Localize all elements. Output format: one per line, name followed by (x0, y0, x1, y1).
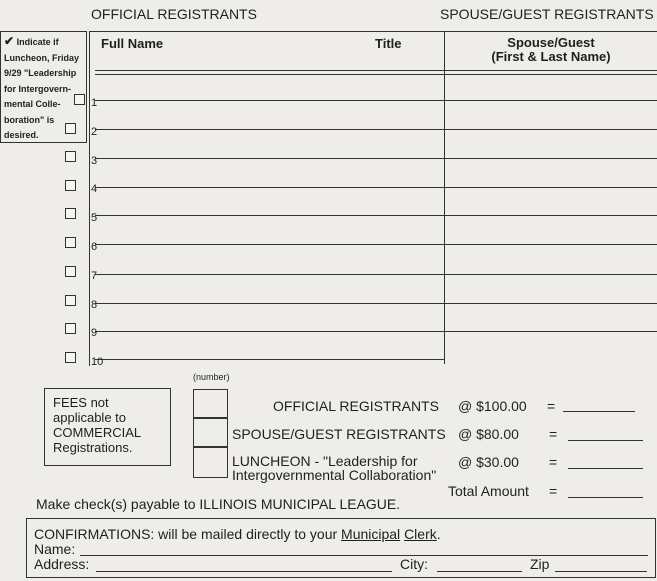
number-label: (number) (193, 372, 230, 382)
name-field[interactable] (80, 555, 648, 556)
row-line (95, 274, 657, 275)
spouse-fee-price: @ $80.00 (458, 426, 519, 442)
city-field[interactable] (437, 571, 522, 572)
confirmations-period: . (436, 526, 441, 542)
note-line: for Intergovern- (4, 83, 72, 94)
row-number: 7 (91, 270, 98, 282)
note-line: Indicate if (16, 37, 59, 47)
zip-field[interactable] (555, 571, 647, 572)
luncheon-checkbox-5[interactable] (65, 208, 76, 219)
column-spouse-guest (446, 36, 656, 64)
column-title: Title (375, 36, 402, 51)
row-line (95, 100, 657, 101)
official-equals: = (547, 398, 556, 414)
luncheon-checkbox-3[interactable] (65, 151, 76, 162)
row-number: 3 (91, 155, 98, 167)
row-number: 1 (91, 97, 98, 109)
total-amount-label: Total Amount (448, 483, 529, 499)
luncheon-checkbox-9[interactable] (65, 323, 76, 334)
municipal-word: Municipal (341, 526, 401, 542)
row-number: 10 (91, 356, 104, 368)
spouse-count-box[interactable] (193, 418, 228, 447)
registrants-table (89, 31, 657, 366)
column-spouse-line1: Spouse/Guest (507, 35, 595, 50)
fees-note-line: Registrations. (53, 440, 133, 455)
luncheon-checkbox-4[interactable] (65, 180, 76, 191)
note-line: 9/29 "Leadership (4, 68, 77, 78)
column-divider (444, 31, 445, 364)
luncheon-amount-blank[interactable] (568, 468, 643, 469)
luncheon-equals: = (549, 454, 558, 470)
row-number: 4 (91, 183, 98, 195)
luncheon-fee-label (232, 454, 436, 482)
luncheon-label-line2: Intergovernmental Collaboration" (232, 467, 437, 483)
luncheon-count-box[interactable] (193, 447, 228, 478)
note-line: boration" is (4, 114, 55, 125)
row-line (95, 129, 657, 130)
fees-not-applicable-note (44, 388, 171, 466)
name-label: Name: (34, 541, 76, 557)
spouse-fee-label: SPOUSE/GUEST REGISTRANTS (232, 426, 446, 442)
row-line (95, 215, 657, 216)
luncheon-label-line1: LUNCHEON - "Leadership for (232, 453, 418, 469)
note-line: desired. (4, 130, 39, 140)
luncheon-checkbox-8[interactable] (65, 295, 76, 306)
row-line (95, 359, 444, 360)
note-line: Luncheon, Friday (4, 52, 80, 63)
official-registrants-header: OFFICIAL REGISTRANTS (91, 6, 257, 22)
fees-note-line: FEES not (53, 395, 109, 410)
row-number: 5 (91, 212, 98, 224)
luncheon-checkbox-2[interactable] (65, 123, 76, 134)
check-mark-icon: ✔ (4, 34, 15, 48)
confirmations-prefix: CONFIRMATIONS: will be mailed directly to your (34, 526, 342, 542)
column-full-name: Full Name (101, 36, 164, 51)
city-label: City: (400, 556, 428, 572)
spouse-equals: = (549, 426, 558, 442)
official-fee-label: OFFICIAL REGISTRANTS (273, 398, 439, 414)
luncheon-checkbox-10[interactable] (65, 352, 76, 363)
confirmations-text (34, 526, 441, 542)
luncheon-checkbox-6[interactable] (65, 237, 76, 248)
luncheon-fee-price: @ $30.00 (458, 454, 519, 470)
official-fee-price: @ $100.00 (458, 398, 527, 414)
official-amount-blank[interactable] (563, 411, 635, 412)
zip-label: Zip (530, 556, 550, 572)
row-line (95, 187, 657, 188)
fees-note-line: COMMERCIAL (53, 425, 142, 440)
row-number: 6 (91, 241, 98, 253)
row-number: 2 (91, 126, 98, 138)
total-equals: = (549, 483, 558, 499)
clerk-word: Clerk (404, 526, 437, 542)
total-amount-blank[interactable] (568, 497, 643, 498)
spouse-amount-blank[interactable] (568, 440, 643, 441)
row-line (95, 331, 657, 332)
column-spouse-line2: (First & Last Name) (491, 49, 611, 64)
official-count-box[interactable] (193, 389, 228, 418)
row-number: 9 (91, 327, 98, 339)
spouse-guest-registrants-header: SPOUSE/GUEST REGISTRANTS (440, 6, 654, 22)
payable-note: Make check(s) payable to ILLINOIS MUNICIPAL LEAGUE. (36, 496, 401, 512)
fees-note-line: applicable to (53, 410, 126, 425)
luncheon-checkbox-7[interactable] (65, 266, 76, 277)
address-label: Address: (34, 556, 90, 572)
luncheon-checkbox-1[interactable] (74, 94, 85, 105)
header-double-rule (95, 70, 657, 75)
address-field[interactable] (96, 571, 392, 572)
row-line (95, 158, 657, 159)
note-line: mental Colle- (4, 99, 61, 109)
row-line (95, 303, 657, 304)
row-number: 8 (91, 299, 98, 311)
row-line (95, 244, 657, 245)
